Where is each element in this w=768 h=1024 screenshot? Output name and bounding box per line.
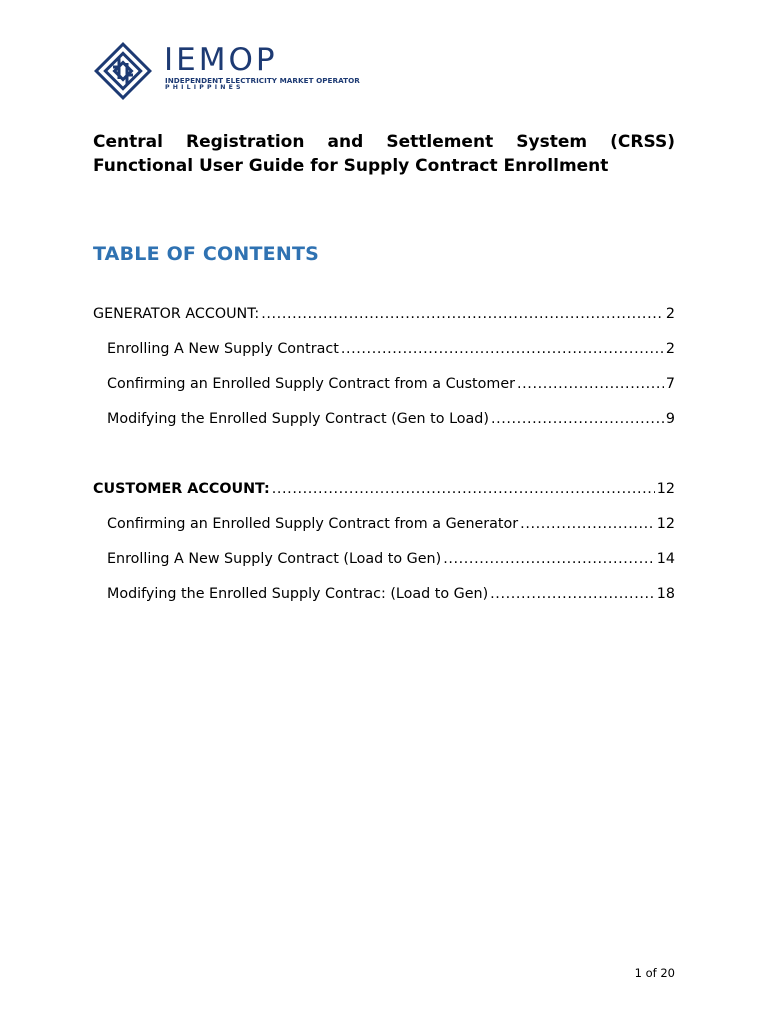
toc-entry-generator-account[interactable] xyxy=(93,304,675,324)
logo-wordmark: IEMOP xyxy=(164,42,278,78)
toc-entry-page: 12 xyxy=(656,516,675,532)
document-title-line1: Central Registration and Settlement System (CRSS) xyxy=(93,132,675,152)
toc-dot-leader xyxy=(517,374,664,394)
iemop-diamond-logo-icon xyxy=(92,42,154,100)
toc-dot-leader xyxy=(443,549,655,569)
toc-entry-page: 12 xyxy=(656,481,675,497)
iemop-logo xyxy=(92,42,360,98)
toc-heading: TABLE OF CONTENTS xyxy=(93,243,320,265)
toc-entry-label: Confirming an Enrolled Supply Contract from a Generator xyxy=(107,516,519,532)
toc-dot-leader xyxy=(491,409,664,429)
toc-entry-confirming-from-customer[interactable] xyxy=(107,374,675,394)
logo-country: PHILIPPINES xyxy=(165,84,244,91)
toc-dot-leader xyxy=(520,514,655,534)
toc-entry-modifying-gen-to-load[interactable] xyxy=(107,409,675,429)
toc-entry-page: 2 xyxy=(665,341,675,357)
toc-entry-page: 14 xyxy=(656,551,675,567)
toc-entry-page: 7 xyxy=(665,376,675,392)
toc-entry-modifying-load-to-gen[interactable] xyxy=(107,584,675,604)
toc-entry-label: Enrolling A New Supply Contract (Load to Gen) xyxy=(107,551,442,567)
toc-dot-leader xyxy=(261,304,664,324)
logo-tagline: INDEPENDENT ELECTRICITY MARKET OPERATOR xyxy=(165,76,360,85)
toc-entry-enrolling-new-supply-contract[interactable] xyxy=(107,339,675,359)
toc-entry-label: Confirming an Enrolled Supply Contract from a Customer xyxy=(107,376,516,392)
toc-dot-leader xyxy=(341,339,664,359)
page-indicator: 1 of 20 xyxy=(634,966,675,980)
toc-entry-label: Modifying the Enrolled Supply Contract (Gen to Load) xyxy=(107,411,489,427)
toc-dot-leader xyxy=(272,479,655,499)
toc-entry-label: GENERATOR ACCOUNT: xyxy=(93,306,260,322)
toc-entry-customer-account[interactable] xyxy=(93,479,675,499)
toc-entry-label: CUSTOMER ACCOUNT: xyxy=(93,481,270,497)
toc-entry-page: 9 xyxy=(665,411,675,427)
document-title xyxy=(93,130,675,178)
document-title-line2: Functional User Guide for Supply Contract Enrollment xyxy=(93,156,609,176)
toc-entry-label: Enrolling A New Supply Contract xyxy=(107,341,339,357)
toc-entry-page: 2 xyxy=(665,306,675,322)
toc-entry-enrolling-load-to-gen[interactable] xyxy=(107,549,675,569)
toc-dot-leader xyxy=(490,584,655,604)
toc-entry-confirming-from-generator[interactable] xyxy=(107,514,675,534)
toc-entry-page: 18 xyxy=(656,586,675,602)
toc-entry-label: Modifying the Enrolled Supply Contrac: (Load to Gen) xyxy=(107,586,489,602)
